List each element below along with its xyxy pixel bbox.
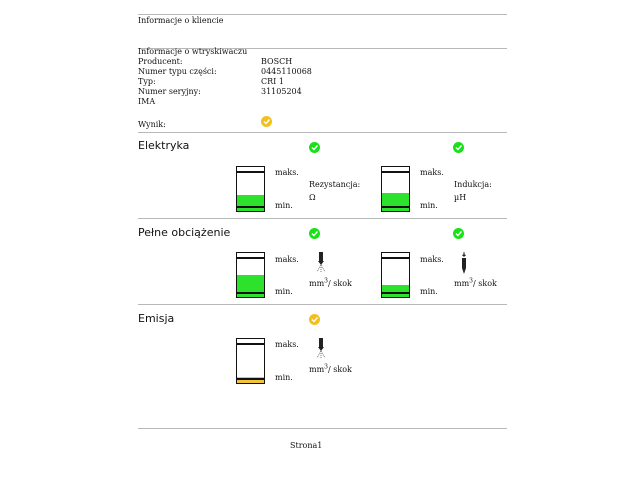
- inductance-gauge: [381, 166, 410, 212]
- value-serial-number: 31105204: [261, 87, 302, 96]
- page-number: Strona1: [290, 441, 323, 450]
- emission-min-label: min.: [275, 373, 293, 382]
- resistance-gauge: [236, 166, 265, 212]
- gauge-min-line: [237, 378, 264, 380]
- gauge-min-line: [237, 206, 264, 208]
- label-part-number: Numer typu części:: [138, 67, 217, 76]
- label-type: Typ:: [138, 77, 156, 86]
- unit-sup: 3: [469, 277, 473, 285]
- full-load-right-max-label: maks.: [420, 255, 444, 264]
- resistance-unit: Ω: [309, 193, 316, 202]
- emission-warning-icon: [309, 314, 320, 325]
- gauge-min-line: [382, 206, 409, 208]
- gauge-max-line: [237, 257, 264, 259]
- spray-nozzle-icon: [314, 252, 328, 278]
- resistance-max-label: maks.: [275, 168, 299, 177]
- unit-per-stroke: / skok: [328, 365, 352, 374]
- top-divider: [138, 14, 507, 15]
- full-load-left-ok-icon: [309, 228, 320, 239]
- full-load-divider: [138, 218, 507, 219]
- resistance-gauge-fill: [237, 195, 264, 211]
- label-serial-number: Numer seryjny:: [138, 87, 201, 96]
- gauge-max-line: [237, 171, 264, 173]
- injector-needle-icon: [459, 252, 469, 280]
- resistance-min-label: min.: [275, 201, 293, 210]
- resistance-label: Rezystancja:: [309, 180, 361, 189]
- section-title-emission: Emisja: [138, 312, 175, 325]
- gauge-min-line: [237, 292, 264, 294]
- gauge-max-line: [382, 171, 409, 173]
- inductance-gauge-fill: [382, 193, 409, 211]
- full-load-left-unit: [309, 279, 352, 288]
- unit-mm: mm: [309, 279, 325, 288]
- unit-per-stroke: / skok: [328, 279, 352, 288]
- full-load-right-ok-icon: [453, 228, 464, 239]
- inductance-unit: µH: [454, 193, 467, 202]
- resistance-ok-icon: [309, 142, 320, 153]
- result-label: Wynik:: [138, 120, 166, 129]
- gauge-max-line: [382, 257, 409, 259]
- value-part-number: 0445110068: [261, 67, 312, 76]
- inductance-min-label: min.: [420, 201, 438, 210]
- full-load-left-min-label: min.: [275, 287, 293, 296]
- label-manufacturer: Producent:: [138, 57, 183, 66]
- full-load-right-unit: [454, 279, 497, 288]
- full-load-right-gauge: [381, 252, 410, 298]
- full-load-left-max-label: maks.: [275, 255, 299, 264]
- gauge-min-line: [382, 292, 409, 294]
- inductance-max-label: maks.: [420, 168, 444, 177]
- unit-mm: mm: [454, 279, 470, 288]
- unit-mm: mm: [309, 365, 325, 374]
- electric-divider: [138, 132, 507, 133]
- spray-nozzle-icon: [314, 338, 328, 364]
- emission-max-label: maks.: [275, 340, 299, 349]
- footer-divider: [138, 428, 507, 429]
- inductance-label: Indukcja:: [454, 180, 492, 189]
- full-load-right-gauge-fill: [382, 285, 409, 297]
- inductance-ok-icon: [453, 142, 464, 153]
- section-title-full-load: Pełne obciążenie: [138, 226, 231, 239]
- injector-info-title: Informacje o wtryskiwaczu: [138, 47, 248, 56]
- emission-gauge: [236, 338, 265, 384]
- value-manufacturer: BOSCH: [261, 57, 293, 66]
- unit-sup: 3: [324, 363, 328, 371]
- label-ima: IMA: [138, 97, 156, 106]
- value-type: CRI 1: [261, 77, 284, 86]
- customer-info-title: Informacje o kliencie: [138, 16, 224, 25]
- section-title-electric: Elektryka: [138, 139, 190, 152]
- full-load-right-min-label: min.: [420, 287, 438, 296]
- emission-unit: [309, 365, 352, 374]
- emission-divider: [138, 304, 507, 305]
- unit-sup: 3: [324, 277, 328, 285]
- full-load-left-gauge: [236, 252, 265, 298]
- unit-per-stroke: / skok: [473, 279, 497, 288]
- gauge-max-line: [237, 343, 264, 345]
- result-warning-icon: [261, 116, 272, 127]
